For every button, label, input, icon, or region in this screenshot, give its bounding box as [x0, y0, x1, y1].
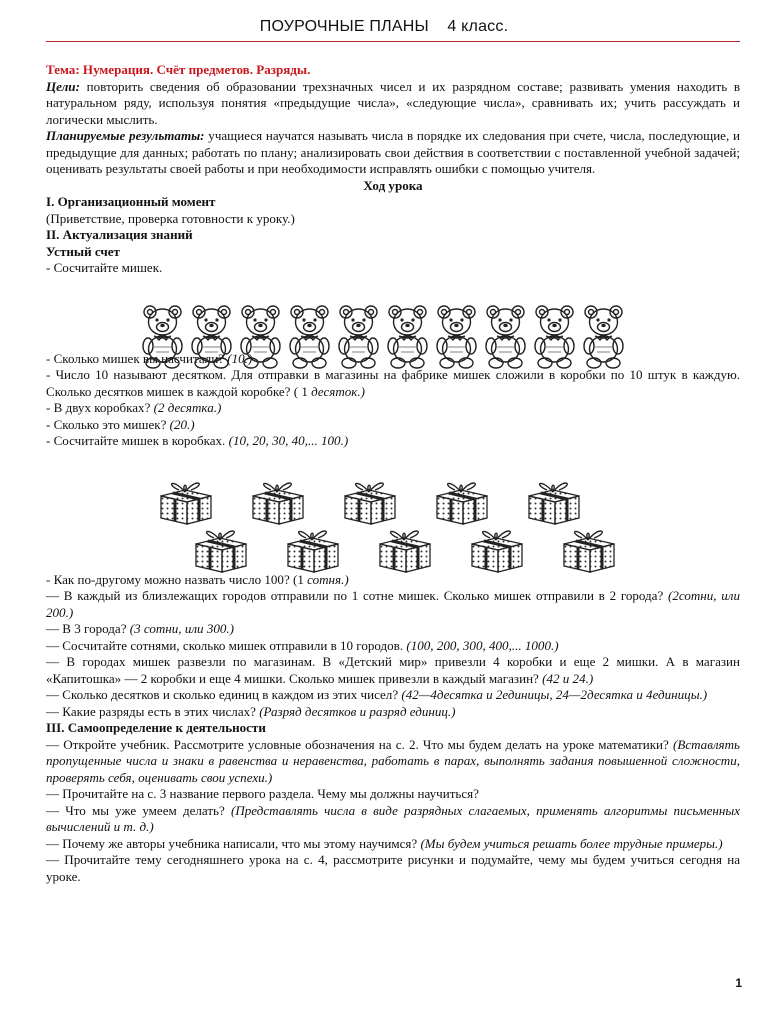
- q-how-many-bears-answer: (20.): [169, 416, 195, 432]
- teddy-bear-icon: [238, 300, 283, 370]
- q-section-name-text: — Прочитайте на с. 3 название первого раздела. Чему мы должны научиться?: [46, 786, 479, 801]
- boxes-illustration-row1: [155, 476, 605, 526]
- teddy-bear-icon: [287, 300, 332, 370]
- q-already-text: — Что мы уже умеем делать?: [46, 802, 231, 818]
- q-nearby-answer: (2сотни, или 200.): [46, 588, 741, 620]
- q-three: [46, 621, 740, 638]
- q-section-name: [46, 786, 740, 803]
- results-label: Планируемые результаты:: [46, 128, 205, 143]
- q-today-text: — Прочитайте тему сегодняшнего урока на с. 4, рассмотрите рисунки и подумайте, чему мы будем учиться сегодня на уроке.: [46, 852, 740, 884]
- q-textbook: [46, 737, 740, 787]
- teddy-bear-icon: [385, 300, 430, 370]
- q-why: [46, 836, 740, 853]
- q-hundreds-text: — Сосчитайте сотнями, сколько мишек отправили в 10 городов.: [46, 637, 407, 653]
- page-number: 1: [735, 976, 742, 990]
- teddy-bear-icon: [532, 300, 577, 370]
- page-header: [0, 18, 768, 36]
- section1-title: I. Организационный момент: [46, 194, 216, 209]
- q-today: [46, 852, 740, 885]
- gift-box-icon: [339, 476, 401, 526]
- q-nearby: [46, 588, 740, 621]
- gift-box-icon: [431, 476, 493, 526]
- q-how-many-bears: [46, 417, 740, 434]
- lesson-topic: Тема: Нумерация. Счёт предметов. Разряды.: [46, 62, 311, 77]
- bears-illustration: [140, 300, 640, 370]
- section3-title: III. Самоопределение к деятельности: [46, 720, 266, 735]
- teddy-bear-icon: [581, 300, 626, 370]
- gift-box-icon: [374, 524, 436, 574]
- q-digits-text: — Какие разряды есть в этих числах?: [46, 703, 260, 719]
- gift-box-icon: [282, 524, 344, 574]
- teddy-bear-icon: [189, 300, 234, 370]
- lesson-results: [46, 128, 740, 178]
- q-hundreds: [46, 638, 740, 655]
- gift-box-icon: [247, 476, 309, 526]
- q-digits-answer: (Разряд десятков и разряд единиц.): [259, 703, 456, 719]
- q-textbook-text: — Откройте учебник. Рассмотрите условные обозначения на с. 2. Что мы будем делать на уроке математики?: [46, 736, 673, 752]
- q-other-name-answer: сотня.): [307, 571, 349, 587]
- q-already-answer: (Представлять числа в виде разрядных слагаемых, применять алгоритмы письменных вычислений и т. д.): [46, 802, 740, 834]
- teddy-bear-icon: [336, 300, 381, 370]
- q-why-text: — Почему же авторы учебника написали, что мы этому научимся?: [46, 835, 421, 851]
- q-tens-units: [46, 687, 740, 704]
- gift-box-icon: [466, 524, 528, 574]
- q-ten: [46, 367, 740, 400]
- teddy-bear-icon: [140, 300, 185, 370]
- q-ten-answer: десяток.): [311, 383, 365, 399]
- results-text: учащиеся научатся называть числа в порядке их следования при счете, числа, последующие, и предыдущие для данных; работать по плану; анализировать свои действия в соответствии с поставленной учебной задачей; оценивать результаты своей работы и при необходимости исправлять ошибки с помощью учителя.: [46, 128, 740, 176]
- q-nearby-text: — В каждый из близлежащих городов отправили по 1 сотне мишек. Сколько мишек отправили в 2 города?: [46, 588, 668, 603]
- q-how-many-text: - Сколько мишек вы насчитали?: [46, 350, 228, 366]
- q-why-answer: (Мы будем учиться решать более трудные примеры.): [420, 835, 723, 851]
- boxes-illustration-row2: [190, 524, 630, 574]
- gift-box-icon: [523, 476, 585, 526]
- gift-box-icon: [155, 476, 217, 526]
- q-count-boxes: [46, 433, 740, 450]
- goals-label: Цели:: [46, 78, 80, 94]
- gift-box-icon: [190, 524, 252, 574]
- header-rule: [46, 41, 740, 42]
- q-three-text: — В 3 города?: [46, 621, 130, 636]
- lesson-heading: Ход урока: [363, 177, 423, 193]
- teddy-bear-icon: [434, 300, 479, 370]
- q-shops: [46, 654, 740, 687]
- q-two-boxes: [46, 400, 740, 417]
- lesson-goals: [46, 79, 740, 129]
- q-tens-units-text: — Сколько десятков и сколько единиц в каждом из этих чисел?: [46, 687, 402, 702]
- goals-text: повторить сведения об образовании трехзначных чисел и их разрядном составе; развивать умения находить в натуральном ряду, используя понятия «предыдущие числа», «следующие числа», сравнивать их; учить рассуждать и логически мыслить.: [46, 78, 740, 127]
- q-how-many-answer: (10.): [227, 350, 253, 366]
- q-digits: [46, 704, 740, 721]
- q-textbook-answer: (Вставлять пропущенные числа и знаки в равенства и неравенства, работать в парах, выполнять задания повышенной сложности, проверять себя, оценивать свои успехи.): [46, 736, 740, 785]
- q-count-boxes-answer: (10, 20, 30, 40,... 100.): [228, 433, 349, 448]
- q-three-answer: (3 сотни, или 300.): [129, 621, 235, 636]
- count-bears-text: - Сосчитайте мишек.: [46, 260, 163, 275]
- header-title: ПОУРОЧНЫЕ ПЛАНЫ 4 класс.: [259, 18, 509, 35]
- teddy-bear-icon: [483, 300, 528, 370]
- lesson-content: [46, 62, 740, 885]
- q-two-boxes-answer: (2 десятка.): [153, 400, 222, 415]
- q-already: [46, 803, 740, 836]
- q-other-name-text: - Как по-другому можно назвать число 100? (1: [46, 571, 308, 587]
- q-tens-units-answer: (42—4десятка и 2единицы, 24—2десятка и 4единицы.): [401, 687, 708, 702]
- oral-count-title: Устный счет: [46, 243, 120, 259]
- section2-title: II. Актуализация знаний: [46, 227, 193, 242]
- section1-text: (Приветствие, проверка готовности к уроку.): [46, 210, 295, 226]
- q-how-many-bears-text: - Сколько это мишек?: [46, 416, 170, 432]
- q-two-boxes-text: - В двух коробках?: [46, 400, 154, 415]
- q-ten-text: - Число 10 называют десятком. Для отправки в магазины на фабрике мишек сложили в коробки по 10 штук в каждую. Сколько десятков мишек в каждой коробке? ( 1: [46, 367, 740, 399]
- q-hundreds-answer: (100, 200, 300, 400,... 1000.): [406, 637, 559, 653]
- q-count-boxes-text: - Сосчитайте мишек в коробках.: [46, 433, 229, 448]
- q-shops-answer: (42 и 24.): [542, 670, 594, 686]
- q-shops-text: — В городах мишек развезли по магазинам. В «Детский мир» привезли 4 коробки и еще 2 мишки. А в магазин «Капитошка» — 2 коробки и еще 4 мишки. Сколько мишек привезли в каждый магазин?: [46, 654, 740, 686]
- gift-box-icon: [558, 524, 620, 574]
